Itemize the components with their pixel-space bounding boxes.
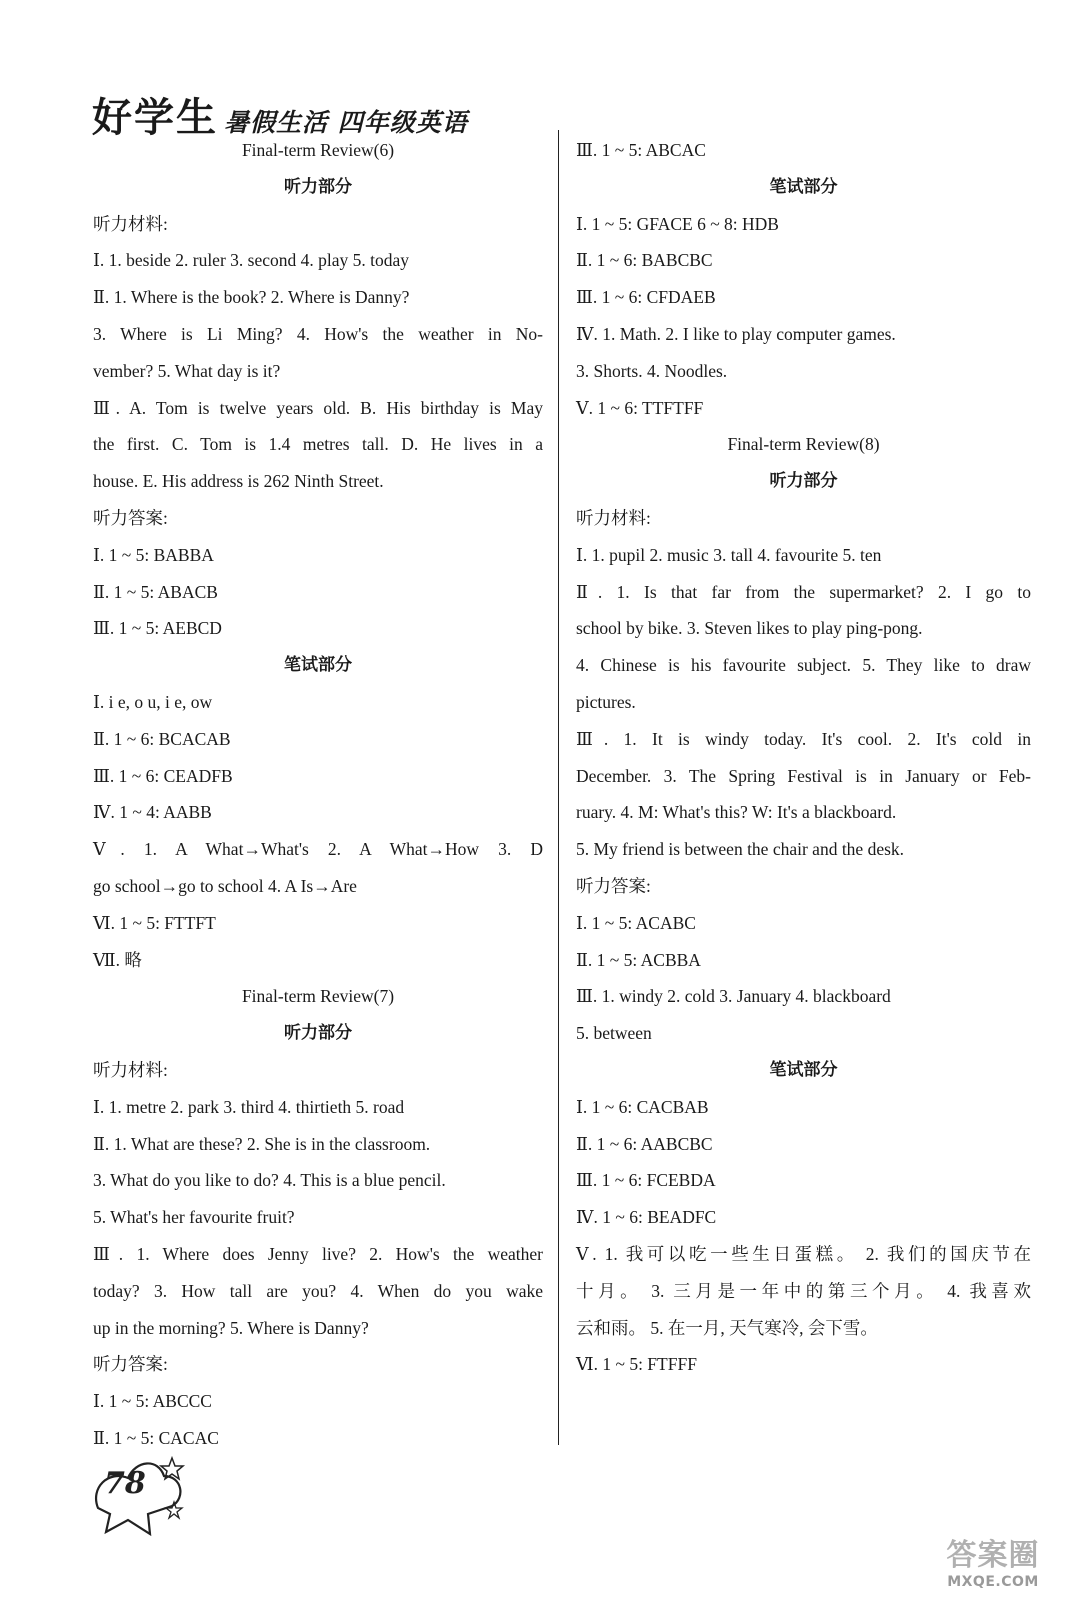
text-line: go school→go to school 4. A Is→Are [93,875,357,896]
section-heading: 听力部分 [769,471,838,492]
left-column [93,132,543,1457]
text-line: 听力答案: [93,507,168,528]
column-divider [558,130,559,1445]
text-line: ruary. 4. M: What's this? W: It's a blackboard. [576,802,897,823]
text-line: Ⅱ. 1. What are these? 2. She is in the classroom. [93,1133,431,1154]
text-line: Ⅴ. 1. A What→What's 2. A What→How 3. D [93,839,543,860]
text-line: Ⅱ. 1. Is that far from the supermarket? 2. I go to [576,581,1031,602]
watermark-mark: 答案圈 [946,1538,1040,1573]
text-line: Ⅳ. 1. Math. 2. I like to play computer games. [576,323,896,344]
text-line: Ⅱ. 1 ~ 5: ACBBA [576,949,701,970]
text-line: Ⅱ. 1 ~ 6: BABCBC [576,250,713,271]
text-line: 听力材料: [93,213,168,234]
text-line: December. 3. The Spring Festival is in January or Feb- [576,765,1031,786]
text-line: Ⅰ. 1 ~ 5: ABCCC [93,1391,212,1412]
text-line: 云和雨。 5. 在一月, 天气寒冷, 会下雪。 [576,1317,878,1338]
text-line: 3. Shorts. 4. Noodles. [576,360,728,381]
text-line: 3. What do you like to do? 4. This is a blue pencil. [93,1170,446,1191]
text-line: Ⅰ. 1. pupil 2. music 3. tall 4. favourite 5. ten [576,544,882,565]
text-line: Ⅱ. 1. Where is the book? 2. Where is Danny? [93,287,410,308]
text-line: 听力答案: [576,875,651,896]
text-line: pictures. [576,691,636,712]
text-line: Ⅱ. 1 ~ 5: ABACB [93,581,218,602]
text-line: school by bike. 3. Steven likes to play ping-pong. [576,618,923,639]
text-line: Ⅱ. 1 ~ 5: CACAC [93,1427,219,1448]
section-heading: 听力部分 [284,176,352,197]
text-line: 3. Where is Li Ming? 4. How's the weather in No- [93,323,543,344]
watermark-url: MXQE.COM [947,1574,1039,1590]
text-line: 十月。 3. 三月是一年中的第三个月。 4. 我喜欢 [576,1280,1031,1301]
text-line: Ⅲ. 1. Where does Jenny live? 2. How's the weather [93,1243,543,1264]
text-line: Ⅲ. 1. It is windy today. It's cool. 2. It's cold in [576,728,1031,749]
page-number: 78 [104,1466,146,1501]
text-line: Ⅰ. 1. beside 2. ruler 3. second 4. play 5. today [93,250,410,271]
text-line: Ⅵ. 1 ~ 5: FTTFT [93,912,216,933]
text-line: the first. C. Tom is 1.4 metres tall. D. He lives in a [93,434,543,455]
text-line: Ⅰ. 1 ~ 5: ACABC [576,912,696,933]
book-subtitle: 暑假生活 四年级英语 [224,108,468,137]
text-line: Ⅰ. 1. metre 2. park 3. third 4. thirtieth 5. road [93,1096,405,1117]
text-line: Ⅵ. 1 ~ 5: FTFFF [576,1354,697,1375]
text-line: Ⅶ. 略 [93,949,142,970]
text-line: 5. between [576,1023,652,1044]
text-line: up in the morning? 5. Where is Danny? [93,1317,369,1338]
text-line: Ⅰ. 1 ~ 5: BABBA [93,544,214,565]
text-line: Ⅲ. A. Tom is twelve years old. B. His birthday is May [93,397,543,418]
section-heading: 笔试部分 [769,1059,838,1080]
text-line: Ⅳ. 1 ~ 4: AABB [93,802,212,823]
text-line: today? 3. How tall are you? 4. When do you wake [93,1280,543,1301]
right-column [576,132,1031,1383]
text-line: vember? 5. What day is it? [93,360,281,381]
text-line: 听力材料: [93,1059,168,1080]
text-line: Ⅲ. 1 ~ 6: CEADFB [93,765,233,786]
review-title: Final-term Review(6) [241,140,395,160]
text-line: Ⅱ. 1 ~ 6: AABCBC [576,1133,713,1154]
text-line: Ⅲ. 1 ~ 6: FCEBDA [576,1170,716,1191]
section-heading: 听力部分 [284,1023,352,1044]
text-line: Ⅲ. 1 ~ 5: AEBCD [93,618,222,639]
review-title: Final-term Review(7) [241,986,395,1007]
text-line: 5. What's her favourite fruit? [93,1207,295,1228]
review-title: Final-term Review(8) [727,434,880,455]
text-line: Ⅱ. 1 ~ 6: BCACAB [93,728,231,749]
text-line: Ⅴ. 1 ~ 6: TTFTFF [576,397,704,418]
text-line: 听力答案: [93,1354,168,1375]
text-line: Ⅰ. 1 ~ 5: GFACE 6 ~ 8: HDB [576,213,779,234]
section-heading: 笔试部分 [769,176,838,197]
text-line: 5. My friend is between the chair and the desk. [576,839,905,860]
brand-title: 好学生 [92,95,218,141]
text-line: Ⅳ. 1 ~ 6: BEADFC [576,1207,717,1228]
text-line: Ⅴ. 1. 我可以吃一些生日蛋糕。 2. 我们的国庆节在 [576,1243,1031,1264]
text-line: Ⅰ. i e, o u, i e, ow [93,691,213,712]
text-line: Ⅲ. 1 ~ 6: CFDAEB [576,287,716,308]
text-line: 听力材料: [576,507,651,528]
section-heading: 笔试部分 [284,655,352,676]
text-line: Ⅲ. 1 ~ 5: ABCAC [576,140,706,160]
text-line: house. E. His address is 262 Ninth Street. [93,471,384,492]
text-line: Ⅲ. 1. windy 2. cold 3. January 4. blackboard [576,986,891,1007]
text-line: 4. Chinese is his favourite subject. 5. They like to draw [576,655,1031,676]
watermark [933,1530,1053,1590]
text-line: Ⅰ. 1 ~ 6: CACBAB [576,1096,709,1117]
